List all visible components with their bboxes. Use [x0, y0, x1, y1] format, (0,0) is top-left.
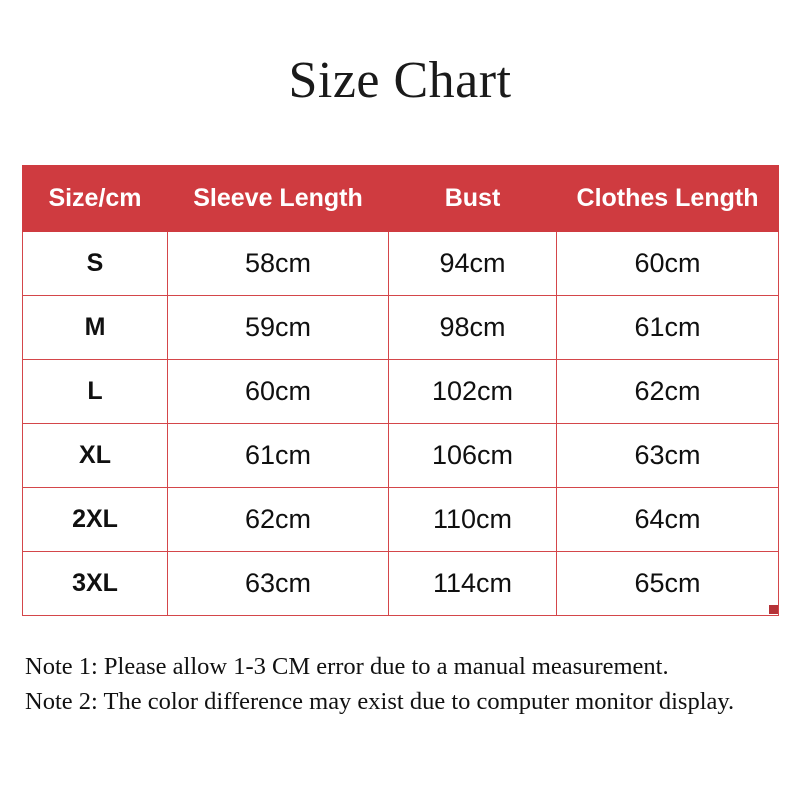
- table-row: [23, 360, 779, 424]
- cell-sleeve-length: 58cm: [168, 232, 389, 296]
- cell-sleeve-length: 61cm: [168, 424, 389, 488]
- cell-size: L: [23, 360, 168, 424]
- cell-size: 2XL: [23, 488, 168, 552]
- cell-clothes-length: 62cm: [557, 360, 779, 424]
- table-row: [23, 488, 779, 552]
- table-header-row: [23, 166, 779, 232]
- cell-clothes-length: 60cm: [557, 232, 779, 296]
- cell-sleeve-length: 63cm: [168, 552, 389, 616]
- cell-clothes-length: 65cm: [557, 552, 779, 616]
- column-header-clothes-length: Clothes Length: [557, 166, 779, 232]
- column-header-sleeve-length: Sleeve Length: [168, 166, 389, 232]
- cell-clothes-length: 61cm: [557, 296, 779, 360]
- cell-size: S: [23, 232, 168, 296]
- table-header: [23, 166, 779, 232]
- notes-block: [25, 650, 785, 720]
- cell-bust: 110cm: [389, 488, 557, 552]
- cell-bust: 94cm: [389, 232, 557, 296]
- cell-clothes-length: 63cm: [557, 424, 779, 488]
- size-chart-table-wrapper: [22, 165, 778, 616]
- cell-bust: 114cm: [389, 552, 557, 616]
- table-body: [23, 232, 779, 616]
- cell-clothes-length: 64cm: [557, 488, 779, 552]
- cell-size: 3XL: [23, 552, 168, 616]
- table-row: [23, 232, 779, 296]
- cell-bust: 98cm: [389, 296, 557, 360]
- table-row: [23, 552, 779, 616]
- cell-sleeve-length: 62cm: [168, 488, 389, 552]
- column-header-size: Size/cm: [23, 166, 168, 232]
- cell-size: XL: [23, 424, 168, 488]
- table-row: [23, 296, 779, 360]
- page-title: Size Chart: [288, 52, 512, 109]
- table-row: [23, 424, 779, 488]
- column-header-bust: Bust: [389, 166, 557, 232]
- cell-bust: 106cm: [389, 424, 557, 488]
- cell-bust: 102cm: [389, 360, 557, 424]
- size-chart-table: [22, 165, 779, 616]
- cell-size: M: [23, 296, 168, 360]
- cell-sleeve-length: 60cm: [168, 360, 389, 424]
- cell-sleeve-length: 59cm: [168, 296, 389, 360]
- note-1: Note 1: Please allow 1-3 CM error due to a manual measurement.: [25, 653, 669, 680]
- note-2: Note 2: The color difference may exist due to computer monitor display.: [25, 687, 735, 715]
- corner-marker: [769, 605, 778, 614]
